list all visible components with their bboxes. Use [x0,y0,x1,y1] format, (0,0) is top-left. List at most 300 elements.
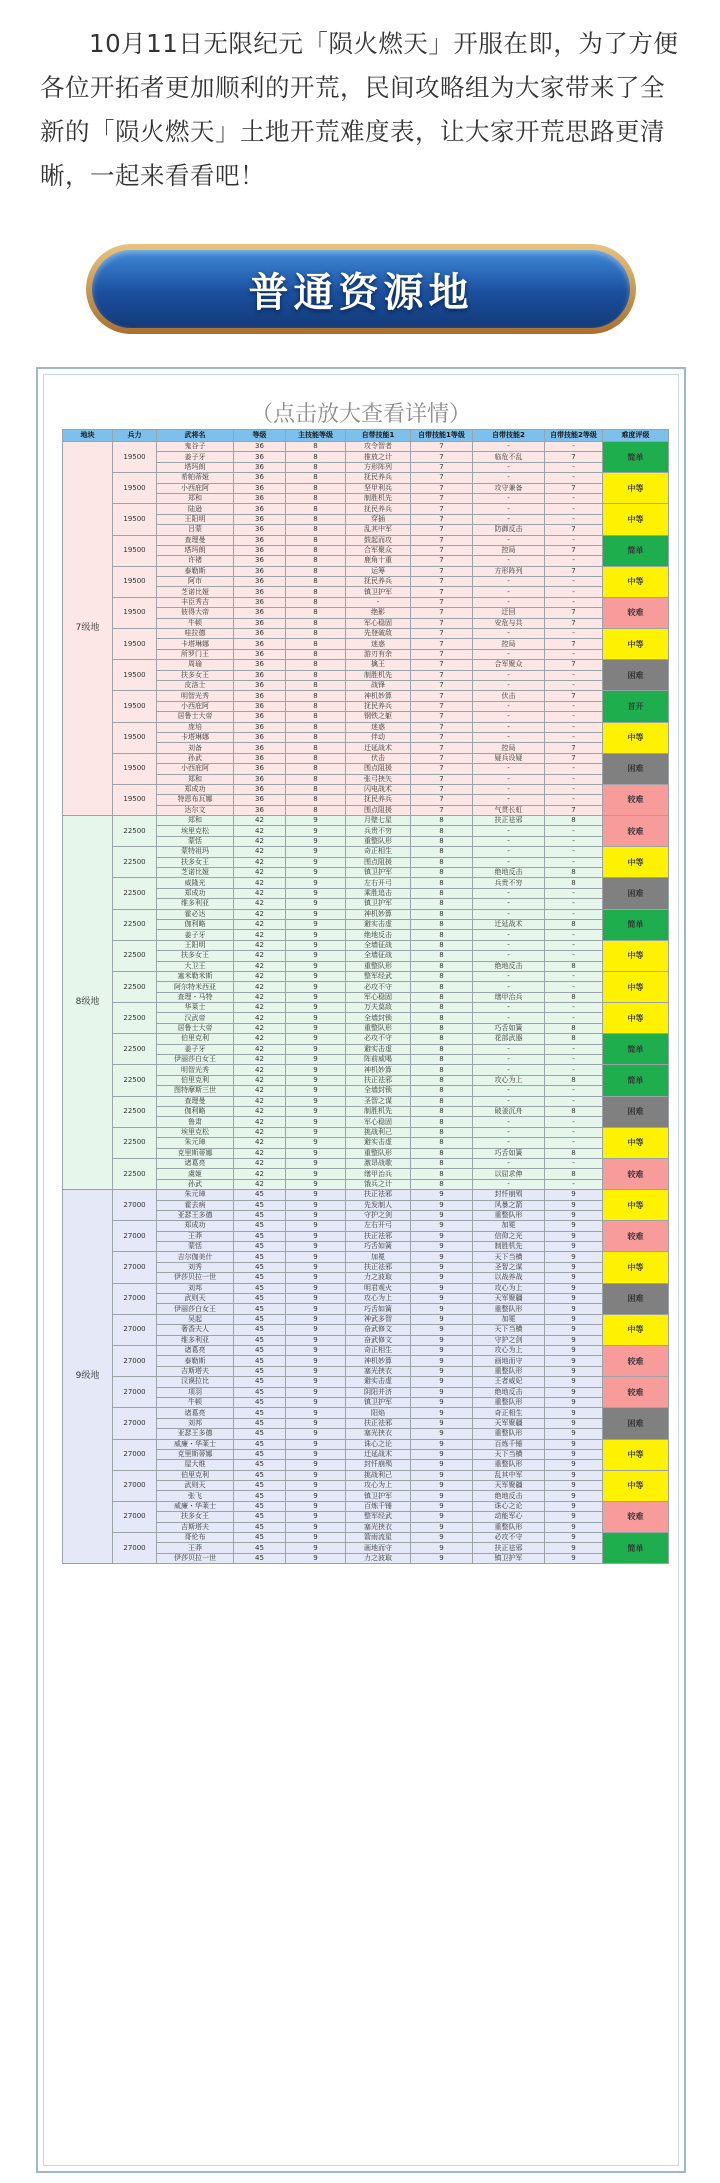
main-skill-level-cell: 8 [286,452,346,462]
general-name-cell: 刘秀 [157,1262,234,1272]
main-skill-level-cell: 9 [286,1460,346,1470]
main-skill-level-cell: 9 [286,1397,346,1407]
skill1-cell: 必攻不守 [346,1034,411,1044]
level-cell: 36 [234,545,286,555]
general-name-cell: 汉武帝 [157,1013,234,1023]
skill1-level-cell: 7 [411,608,473,618]
tier-cell: 9级地 [63,1190,113,1564]
skill2-level-cell: 9 [545,1210,603,1220]
table-row [63,816,669,826]
skill2-level-cell: 9 [545,1345,603,1355]
table-row [63,442,669,452]
main-skill-level-cell: 9 [286,1065,346,1075]
level-cell: 36 [234,795,286,805]
skill2-cell: - [473,732,545,742]
skill1-cell: 避实击虚 [346,919,411,929]
table-row [63,1003,669,1013]
main-skill-level-cell: 9 [286,1543,346,1553]
skill1-cell: 全墙征战 [346,940,411,950]
skill1-level-cell: 8 [411,971,473,981]
troops-cell: 19500 [113,660,157,691]
skill1-level-cell: 9 [411,1283,473,1293]
skill2-level-cell: 9 [545,1429,603,1439]
skill2-level-cell: - [545,909,603,919]
level-cell: 42 [234,1138,286,1148]
general-name-cell: 吉斯塔夫 [157,1522,234,1532]
skill2-level-cell: 9 [545,1387,603,1397]
main-skill-level-cell: 8 [286,701,346,711]
header-cell: 自带技能2 [473,430,545,442]
level-cell: 42 [234,961,286,971]
skill1-level-cell: 8 [411,878,473,888]
main-skill-level-cell: 8 [286,784,346,794]
skill2-level-cell: - [545,577,603,587]
skill1-cell: 迁延战术 [346,1449,411,1459]
main-skill-level-cell: 9 [286,1117,346,1127]
header-cell: 自带技能1等级 [411,430,473,442]
skill2-level-cell: 7 [545,608,603,618]
skill1-cell: 镇卫护军 [346,868,411,878]
skill1-cell: 明君观火 [346,1283,411,1293]
general-name-cell: 埃里克松 [157,1127,234,1137]
skill1-level-cell: 9 [411,1200,473,1210]
skill2-level-cell: - [545,1096,603,1106]
skill1-cell: 合军聚众 [346,545,411,555]
skill1-cell: 抚民养兵 [346,473,411,483]
skill1-cell: 围点阻援 [346,857,411,867]
main-skill-level-cell: 9 [286,1345,346,1355]
table-row [63,722,669,732]
main-skill-level-cell: 9 [286,1387,346,1397]
skill1-cell: 巧舌如簧 [346,1242,411,1252]
skill1-level-cell: 7 [411,670,473,680]
skill2-level-cell: 9 [545,1491,603,1501]
skill2-cell: 控局 [473,743,545,753]
general-name-cell: 华莱士 [157,1003,234,1013]
skill2-level-cell: - [545,722,603,732]
grade-cell: 困难 [603,1408,669,1439]
skill2-cell: 破釜沉舟 [473,1107,545,1117]
main-skill-level-cell: 8 [286,753,346,763]
skill2-cell: 攻心为上 [473,1345,545,1355]
skill1-level-cell: 8 [411,888,473,898]
skill1-level-cell: 7 [411,525,473,535]
skill2-cell: 迂回 [473,608,545,618]
main-skill-level-cell: 9 [286,971,346,981]
skill2-level-cell: - [545,629,603,639]
table-row [63,1470,669,1480]
table-row [63,660,669,670]
skill2-cell: 风暴之箭 [473,1200,545,1210]
level-cell: 36 [234,462,286,472]
table-row [63,909,669,919]
skill1-cell: 左右开弓 [346,1221,411,1231]
skill2-level-cell: 9 [545,1252,603,1262]
level-cell: 45 [234,1522,286,1532]
troops-cell: 27000 [113,1408,157,1439]
level-cell: 42 [234,847,286,857]
skill2-level-cell: 9 [545,1366,603,1376]
skill2-level-cell: - [545,556,603,566]
skill2-level-cell: 8 [545,1148,603,1158]
general-name-cell: 塞米勒米斯 [157,971,234,981]
general-name-cell: 陆逊 [157,504,234,514]
skill1-level-cell: 9 [411,1533,473,1543]
skill1-level-cell: 7 [411,545,473,555]
skill2-level-cell: - [545,826,603,836]
skill1-cell: 方形阵列 [346,462,411,472]
main-skill-level-cell: 8 [286,722,346,732]
skill2-level-cell: 8 [545,919,603,929]
skill1-level-cell: 7 [411,577,473,587]
skill2-cell: 攻心为上 [473,1075,545,1085]
skill1-level-cell: 9 [411,1439,473,1449]
general-name-cell: 鬼谷子 [157,442,234,452]
skill2-cell: 天下当横 [473,1449,545,1459]
level-cell: 36 [234,483,286,493]
troops-cell: 27000 [113,1345,157,1376]
main-skill-level-cell: 9 [286,1023,346,1033]
level-cell: 36 [234,639,286,649]
main-skill-level-cell: 8 [286,587,346,597]
skill1-cell: 画地而守 [346,1543,411,1553]
skill1-level-cell: 9 [411,1294,473,1304]
troops-cell: 27000 [113,1283,157,1314]
skill1-cell: 塞光挟衣 [346,1366,411,1376]
skill1-cell: 全墙封锁 [346,1013,411,1023]
skill2-level-cell: 9 [545,1408,603,1418]
general-name-cell: 亚瑟王多德 [157,1429,234,1439]
table-row [63,1533,669,1543]
skill1-level-cell: 7 [411,587,473,597]
general-name-cell: 蒙特祖玛 [157,847,234,857]
main-skill-level-cell: 9 [286,1158,346,1168]
general-name-cell: 伊丽莎白女王 [157,1055,234,1065]
main-skill-level-cell: 9 [286,982,346,992]
skill2-level-cell: 8 [545,1023,603,1033]
general-name-cell: 芝诺比娅 [157,868,234,878]
general-name-cell: 埃里克松 [157,826,234,836]
skill2-cell: - [473,442,545,452]
general-name-cell: 刘备 [157,743,234,753]
skill2-cell: - [473,899,545,909]
table-row [63,1345,669,1355]
skill1-level-cell: 9 [411,1242,473,1252]
skill2-cell: - [473,1013,545,1023]
skill1-cell: 攻令智者 [346,442,411,452]
troops-cell: 19500 [113,753,157,784]
skill1-cell: 阳焰 [346,1408,411,1418]
main-skill-level-cell: 8 [286,639,346,649]
skill2-cell: - [473,909,545,919]
skill1-level-cell: 8 [411,847,473,857]
skill2-cell: 天军聚疆 [473,1481,545,1491]
skill2-cell: 加冕 [473,1221,545,1231]
skill1-level-cell: 8 [411,1148,473,1158]
grade-cell: 较难 [603,816,669,847]
skill2-level-cell: 8 [545,878,603,888]
skill1-cell: 全墙封锁 [346,1086,411,1096]
main-skill-level-cell: 8 [286,525,346,535]
skill1-cell: 奋武修文 [346,1335,411,1345]
skill1-cell: 乘胜追击 [346,888,411,898]
level-cell: 45 [234,1491,286,1501]
main-skill-level-cell: 8 [286,514,346,524]
level-cell: 42 [234,878,286,888]
general-name-cell: 阿市 [157,577,234,587]
skill2-level-cell: 9 [545,1273,603,1283]
general-name-cell: 伯里克利 [157,1075,234,1085]
general-name-cell: 王阳明 [157,940,234,950]
skill1-level-cell: 8 [411,1179,473,1189]
skill2-cell: 以战养战 [473,1273,545,1283]
general-name-cell: 庞培 [157,722,234,732]
general-name-cell: 郑成功 [157,888,234,898]
level-cell: 36 [234,566,286,576]
skill1-cell: 军心稳固 [346,618,411,628]
table-row [63,1408,669,1418]
main-skill-level-cell: 9 [286,1210,346,1220]
skill2-level-cell: 9 [545,1221,603,1231]
skill1-cell: 左右开弓 [346,878,411,888]
grade-cell: 中等 [603,566,669,597]
skill2-level-cell: 9 [545,1325,603,1335]
skill1-cell: 重整队形 [346,1023,411,1033]
skill2-level-cell: - [545,1179,603,1189]
skill2-level-cell: 9 [545,1200,603,1210]
main-skill-level-cell: 8 [286,556,346,566]
skill1-level-cell: 7 [411,743,473,753]
general-name-cell: 伯里克利 [157,1034,234,1044]
skill1-cell: 攻心为上 [346,1294,411,1304]
skill2-cell: 必攻不守 [473,1533,545,1543]
general-name-cell: 霍必达 [157,909,234,919]
level-cell: 42 [234,1075,286,1085]
skill1-level-cell: 7 [411,691,473,701]
table-row [63,1439,669,1449]
skill1-level-cell: 9 [411,1491,473,1501]
grade-cell: 简单 [603,1034,669,1065]
skill2-cell: 镇卫护军 [473,1553,545,1563]
level-cell: 45 [234,1481,286,1491]
level-cell: 45 [234,1533,286,1543]
general-name-cell: 周瑜 [157,660,234,670]
skill2-cell: - [473,888,545,898]
skill1-cell: 乱其中军 [346,525,411,535]
skill2-level-cell: 9 [545,1314,603,1324]
skill1-cell: 神机妙算 [346,909,411,919]
level-cell: 45 [234,1460,286,1470]
level-cell: 42 [234,1158,286,1168]
skill2-level-cell: - [545,1055,603,1065]
skill2-cell: - [473,951,545,961]
skill1-cell: 重整队形 [346,961,411,971]
skill1-level-cell: 9 [411,1377,473,1387]
intro-paragraph: 10月11日无限纪元「陨火燃天」开服在即，为了方便各位开拓者更加顺利的开荒，民间攻略组为大家带来了全新的「陨火燃天」土地开荒难度表，让大家开荒思路更清晰，一起来看看吧！ [40,29,679,190]
level-cell: 36 [234,722,286,732]
level-cell: 45 [234,1335,286,1345]
skill1-level-cell: 7 [411,452,473,462]
general-name-cell: 明智光秀 [157,691,234,701]
level-cell: 45 [234,1429,286,1439]
troops-cell: 22500 [113,816,157,847]
skill1-cell: 迷惑 [346,639,411,649]
skill2-level-cell: - [545,1086,603,1096]
general-name-cell: 屋大维 [157,1460,234,1470]
main-skill-level-cell: 8 [286,493,346,503]
general-name-cell: 朱元璋 [157,1138,234,1148]
level-cell: 45 [234,1304,286,1314]
skill1-level-cell: 9 [411,1408,473,1418]
grade-cell: 中等 [603,722,669,753]
grade-cell: 困难 [603,878,669,909]
skill2-cell: 画地而守 [473,1356,545,1366]
general-name-cell: 武则天 [157,1481,234,1491]
skill2-level-cell: 9 [545,1533,603,1543]
skill2-level-cell: 9 [545,1262,603,1272]
level-cell: 45 [234,1210,286,1220]
skill2-cell: 控局 [473,545,545,555]
level-cell: 36 [234,514,286,524]
main-skill-level-cell: 9 [286,1491,346,1501]
level-cell: 45 [234,1553,286,1563]
troops-cell: 27000 [113,1533,157,1564]
grade-cell: 中等 [603,473,669,504]
general-name-cell: 诸葛亮 [157,1158,234,1168]
skill1-level-cell: 9 [411,1210,473,1220]
main-skill-level-cell: 9 [286,919,346,929]
skill1-level-cell: 8 [411,940,473,950]
main-skill-level-cell: 9 [286,940,346,950]
skill2-cell: - [473,1096,545,1106]
skill1-cell: 挑战利己 [346,1127,411,1137]
grade-cell: 中等 [603,1314,669,1345]
skill1-cell: 必攻不守 [346,982,411,992]
level-cell: 45 [234,1345,286,1355]
level-cell: 42 [234,1003,286,1013]
table-row [63,1096,669,1106]
level-cell: 42 [234,1023,286,1033]
skill2-cell: - [473,597,545,607]
general-name-cell: 伽利略 [157,919,234,929]
skill1-cell: 重整队形 [346,836,411,846]
general-name-cell: 汉谟拉比 [157,1377,234,1387]
main-skill-level-cell: 9 [286,888,346,898]
skill2-cell: 攻守兼备 [473,483,545,493]
troops-cell: 19500 [113,566,157,597]
level-cell: 36 [234,784,286,794]
grade-cell: 中等 [603,1190,669,1221]
skill2-cell: - [473,473,545,483]
skill1-level-cell: 9 [411,1231,473,1241]
difficulty-table-image[interactable] [36,367,686,2173]
skill2-cell: 王者威妃 [473,1377,545,1387]
level-cell: 45 [234,1294,286,1304]
skill1-cell: 围点阻援 [346,764,411,774]
header-cell: 兵力 [113,430,157,442]
section-banner [86,244,636,334]
main-skill-level-cell: 9 [286,961,346,971]
skill1-level-cell: 7 [411,774,473,784]
skill2-cell: - [473,1055,545,1065]
table-row [63,971,669,981]
main-skill-level-cell: 9 [286,1252,346,1262]
skill1-level-cell: 9 [411,1273,473,1283]
main-skill-level-cell: 9 [286,1086,346,1096]
main-skill-level-cell: 9 [286,1522,346,1532]
skill1-level-cell: 9 [411,1387,473,1397]
skill1-level-cell: 9 [411,1470,473,1480]
main-skill-level-cell: 8 [286,473,346,483]
skill1-level-cell: 8 [411,1107,473,1117]
skill2-cell: - [473,982,545,992]
level-cell: 36 [234,732,286,742]
general-name-cell: 希帕蒂娅 [157,473,234,483]
skill2-level-cell: - [545,1117,603,1127]
level-cell: 42 [234,909,286,919]
skill1-cell: 军心稳固 [346,1117,411,1127]
skill2-cell: - [473,836,545,846]
main-skill-level-cell: 9 [286,1294,346,1304]
skill2-cell: - [473,1127,545,1137]
skill1-level-cell: 7 [411,483,473,493]
skill1-level-cell: 9 [411,1262,473,1272]
level-cell: 42 [234,888,286,898]
skill1-cell: 抚民养兵 [346,504,411,514]
skill2-level-cell: 9 [545,1543,603,1553]
skill2-level-cell: 9 [545,1449,603,1459]
level-cell: 42 [234,868,286,878]
main-skill-level-cell: 9 [286,909,346,919]
grade-cell: 较难 [603,1221,669,1252]
level-cell: 45 [234,1325,286,1335]
main-skill-level-cell: 9 [286,1231,346,1241]
general-name-cell: 维多利亚 [157,899,234,909]
general-name-cell: 大卫王 [157,961,234,971]
skill1-cell: 制胜机先 [346,493,411,503]
skill2-level-cell: - [545,712,603,722]
skill1-level-cell: 8 [411,1127,473,1137]
skill2-level-cell: - [545,930,603,940]
skill1-cell: 围点阻援 [346,805,411,815]
skill2-cell: 天下当横 [473,1325,545,1335]
level-cell: 36 [234,556,286,566]
level-cell: 36 [234,473,286,483]
level-cell: 45 [234,1273,286,1283]
main-skill-level-cell: 8 [286,764,346,774]
grade-cell: 简单 [603,909,669,940]
skill2-level-cell: 7 [545,639,603,649]
skill1-cell: 绝地反击 [346,930,411,940]
table-row [63,566,669,576]
skill1-level-cell: 9 [411,1356,473,1366]
grade-cell: 困难 [603,753,669,784]
skill2-cell: 伏击 [473,691,545,701]
general-name-cell: 克里斯蒂娜 [157,1449,234,1459]
skill2-level-cell: 7 [545,753,603,763]
main-skill-level-cell: 9 [286,1179,346,1189]
skill2-cell: - [473,1138,545,1148]
skill1-cell: 神机妙算 [346,1356,411,1366]
table-row [63,847,669,857]
general-name-cell: 武则天 [157,1294,234,1304]
skill2-level-cell: - [545,1013,603,1023]
skill2-level-cell: 7 [545,525,603,535]
main-skill-level-cell: 8 [286,670,346,680]
skill1-cell: 镇卫护军 [346,587,411,597]
skill2-cell: 乱其中军 [473,1470,545,1480]
level-cell: 45 [234,1377,286,1387]
